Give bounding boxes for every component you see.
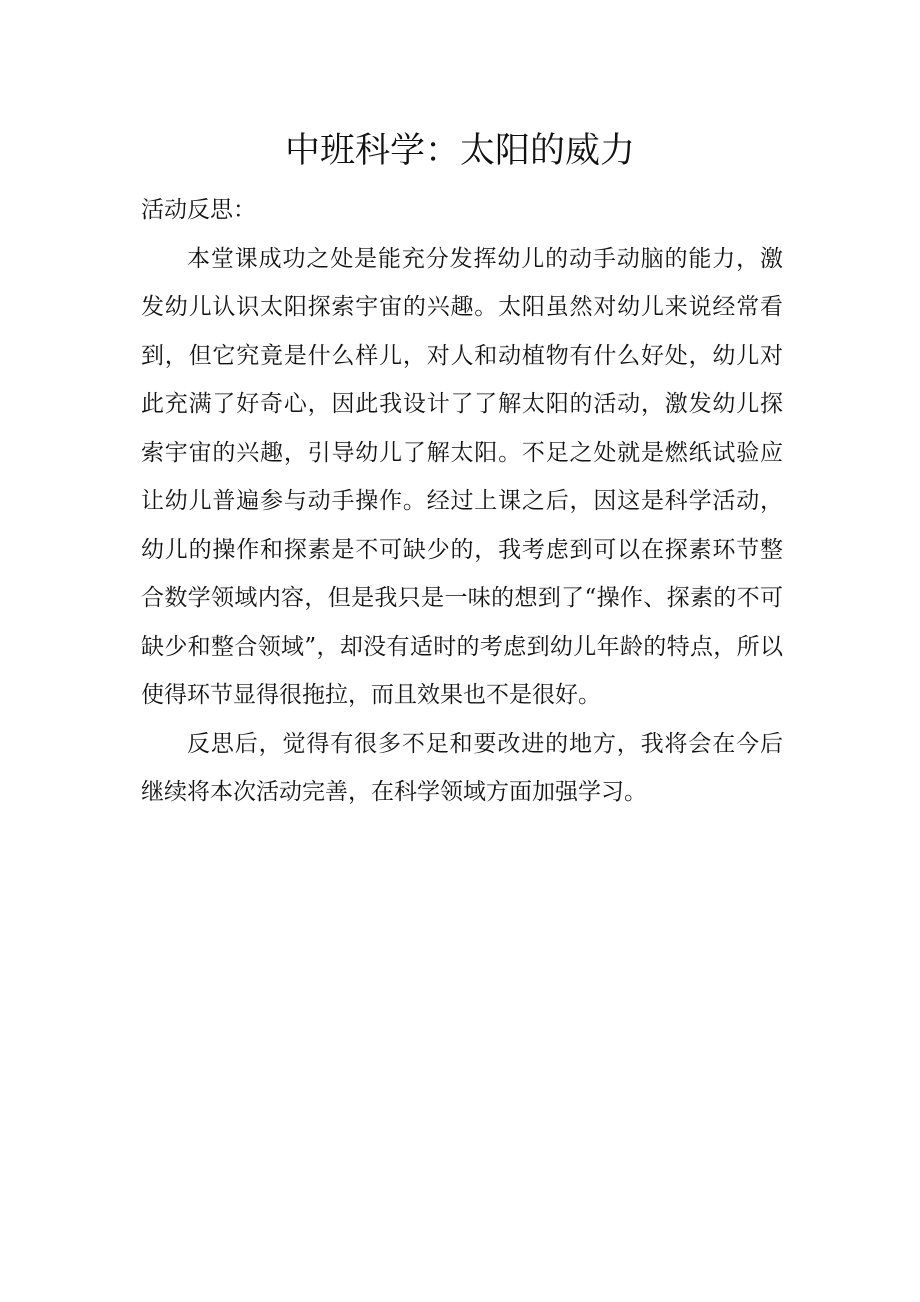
paragraph-1: 本堂课成功之处是能充分发挥幼儿的动手动脑的能力，激发幼儿认识太阳探索宇宙的兴趣。太阳虽然对幼儿来说经常看到，但它究竟是什么样儿，对人和动植物有什么好处，幼儿对此充满了好奇心，因此我设计了了解太阳的活动，激发幼儿探索宇宙的兴趣，引导幼儿了解太阳。不足之处就是燃纸试验应让幼儿普遍参与动手操作。经过上课之后，因这是科学活动，幼儿的操作和探素是不可缺少的，我考虑到可以在探素环节整合数学领域内容，但是我只是一味的想到了“操作、探素的不可缺少和整合领域”，却没有适时的考虑到幼儿年龄的特点，所以使得环节显得很拖拉，而且效果也不是很好。 (141, 245, 783, 708)
section-heading: 活动反思： (141, 197, 256, 223)
paragraph-2: 反思后，觉得有很多不足和要改进的地方，我将会在今后继续将本次活动完善，在科学领域方面加强学习。 (141, 730, 783, 805)
document-body (141, 186, 783, 817)
page-title: 中班科学：太阳的威力 (284, 131, 635, 171)
